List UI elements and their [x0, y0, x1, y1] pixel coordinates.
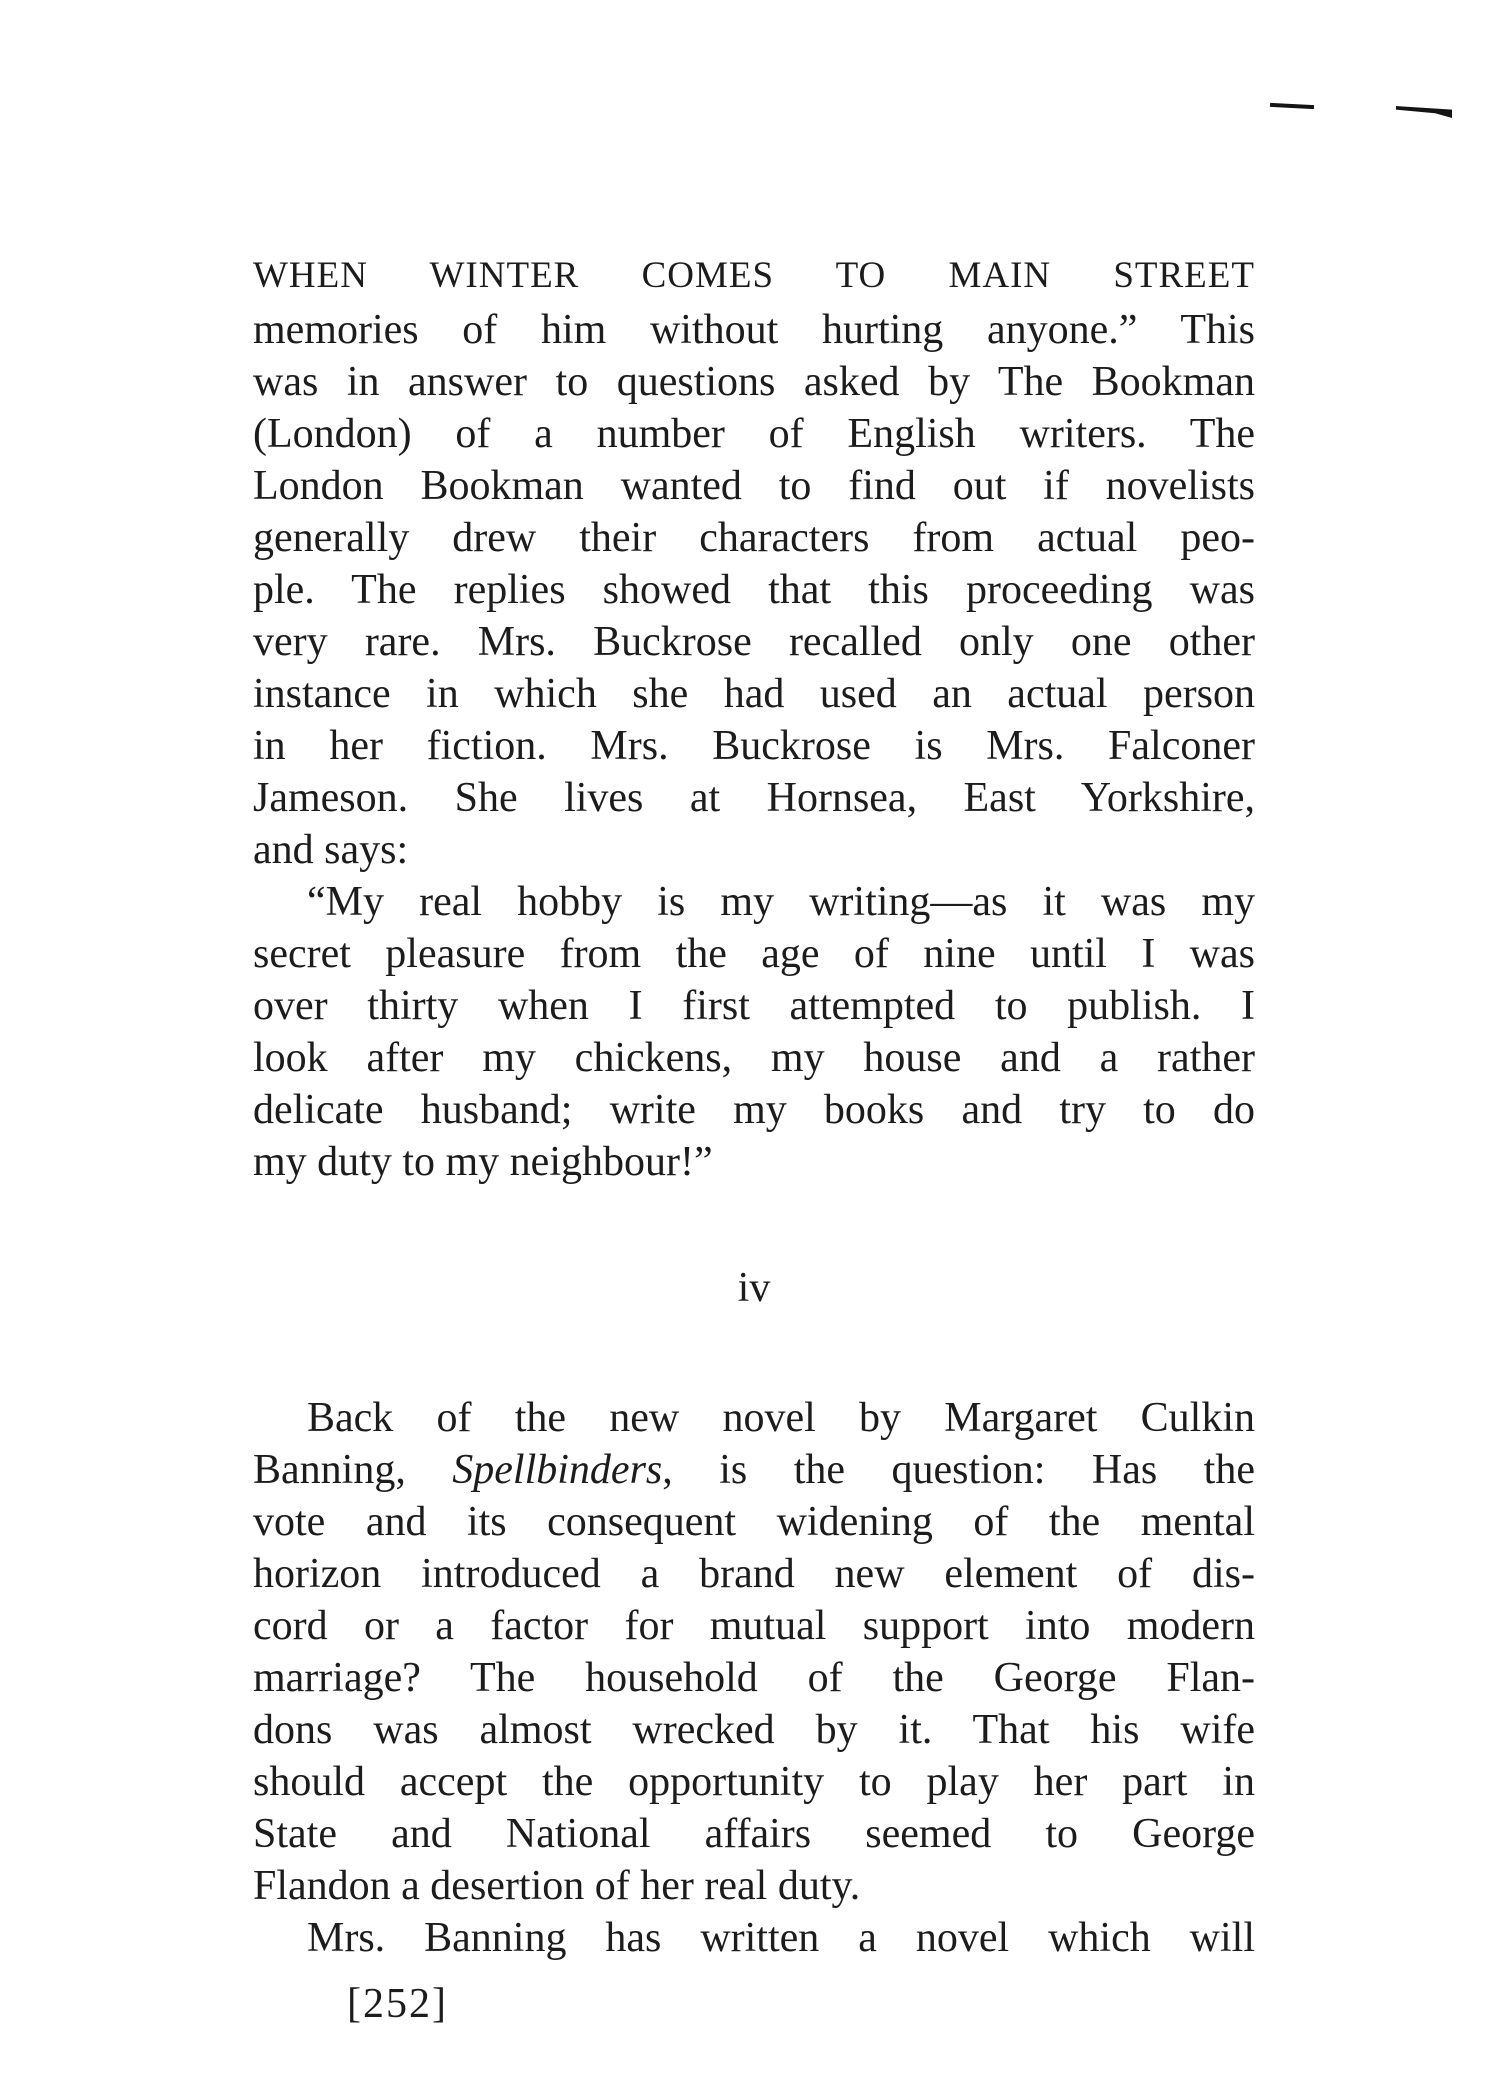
text-line: marriage? The household of the George Flan- [253, 1655, 1255, 1701]
text-line: should accept the opportunity to play her part in [253, 1759, 1255, 1805]
text-line: dons was almost wrecked by it. That his wife [253, 1707, 1255, 1753]
text-line: Jameson. She lives at Hornsea, East Yorkshire, [253, 775, 1255, 821]
text-line-with-title [253, 1444, 1255, 1496]
text-line: Mrs. Banning has written a novel which will [307, 1915, 1255, 1961]
text-line: (London) of a number of English writers. The [253, 411, 1255, 457]
text-line: secret pleasure from the age of nine until I was [253, 931, 1255, 977]
text-line: was in answer to questions asked by The Bookman [253, 359, 1255, 405]
text-line: Back of the new novel by Margaret Culkin [307, 1395, 1255, 1441]
text-line: over thirty when I first attempted to publish. I [253, 983, 1255, 1029]
text-line: and says: [253, 827, 409, 873]
text-line: horizon introduced a brand new element of dis- [253, 1551, 1255, 1597]
scan-mark [1270, 103, 1314, 109]
text-line: memories of him without hurting anyone.” This [253, 307, 1255, 353]
body-text-upper [253, 304, 1255, 1188]
book-page [253, 248, 1255, 2030]
text-line: vote and its consequent widening of the mental [253, 1499, 1255, 1545]
text-line: my duty to my neighbour!” [253, 1139, 713, 1185]
paragraph [253, 1912, 1255, 1964]
text-line: instance in which she had used an actual person [253, 671, 1255, 717]
scan-mark [1396, 106, 1452, 118]
text-line: State and National affairs seemed to George [253, 1811, 1255, 1857]
text-line: “My real hobby is my writing—as it was my [307, 879, 1255, 925]
text-line: very rare. Mrs. Buckrose recalled only one other [253, 619, 1255, 665]
book-title: Spellbinders [452, 1447, 663, 1493]
running-head: WHEN WINTER COMES TO MAIN STREET [253, 255, 1255, 296]
paragraph [253, 304, 1255, 876]
section-number: iv [737, 1265, 771, 1311]
italic-title-line: Banning, Spellbinders, is the question: Has the [253, 1447, 1255, 1493]
text-line: Flandon a desertion of her real duty. [253, 1863, 861, 1909]
text-line: in her fiction. Mrs. Buckrose is Mrs. Falconer [253, 723, 1255, 769]
paragraph [253, 1392, 1255, 1912]
text-line: delicate husband; write my books and try to do [253, 1087, 1255, 1133]
text-line: look after my chickens, my house and a rather [253, 1035, 1255, 1081]
text-line: generally drew their characters from actual peo- [253, 515, 1255, 561]
body-text-lower [253, 1392, 1255, 1964]
text-line: London Bookman wanted to find out if novelists [253, 463, 1255, 509]
paragraph-quotation [253, 876, 1255, 1188]
page-number: [252] [347, 1981, 448, 2027]
text-line: ple. The replies showed that this proceeding was [253, 567, 1255, 613]
text-line: cord or a factor for mutual support into modern [253, 1603, 1255, 1649]
